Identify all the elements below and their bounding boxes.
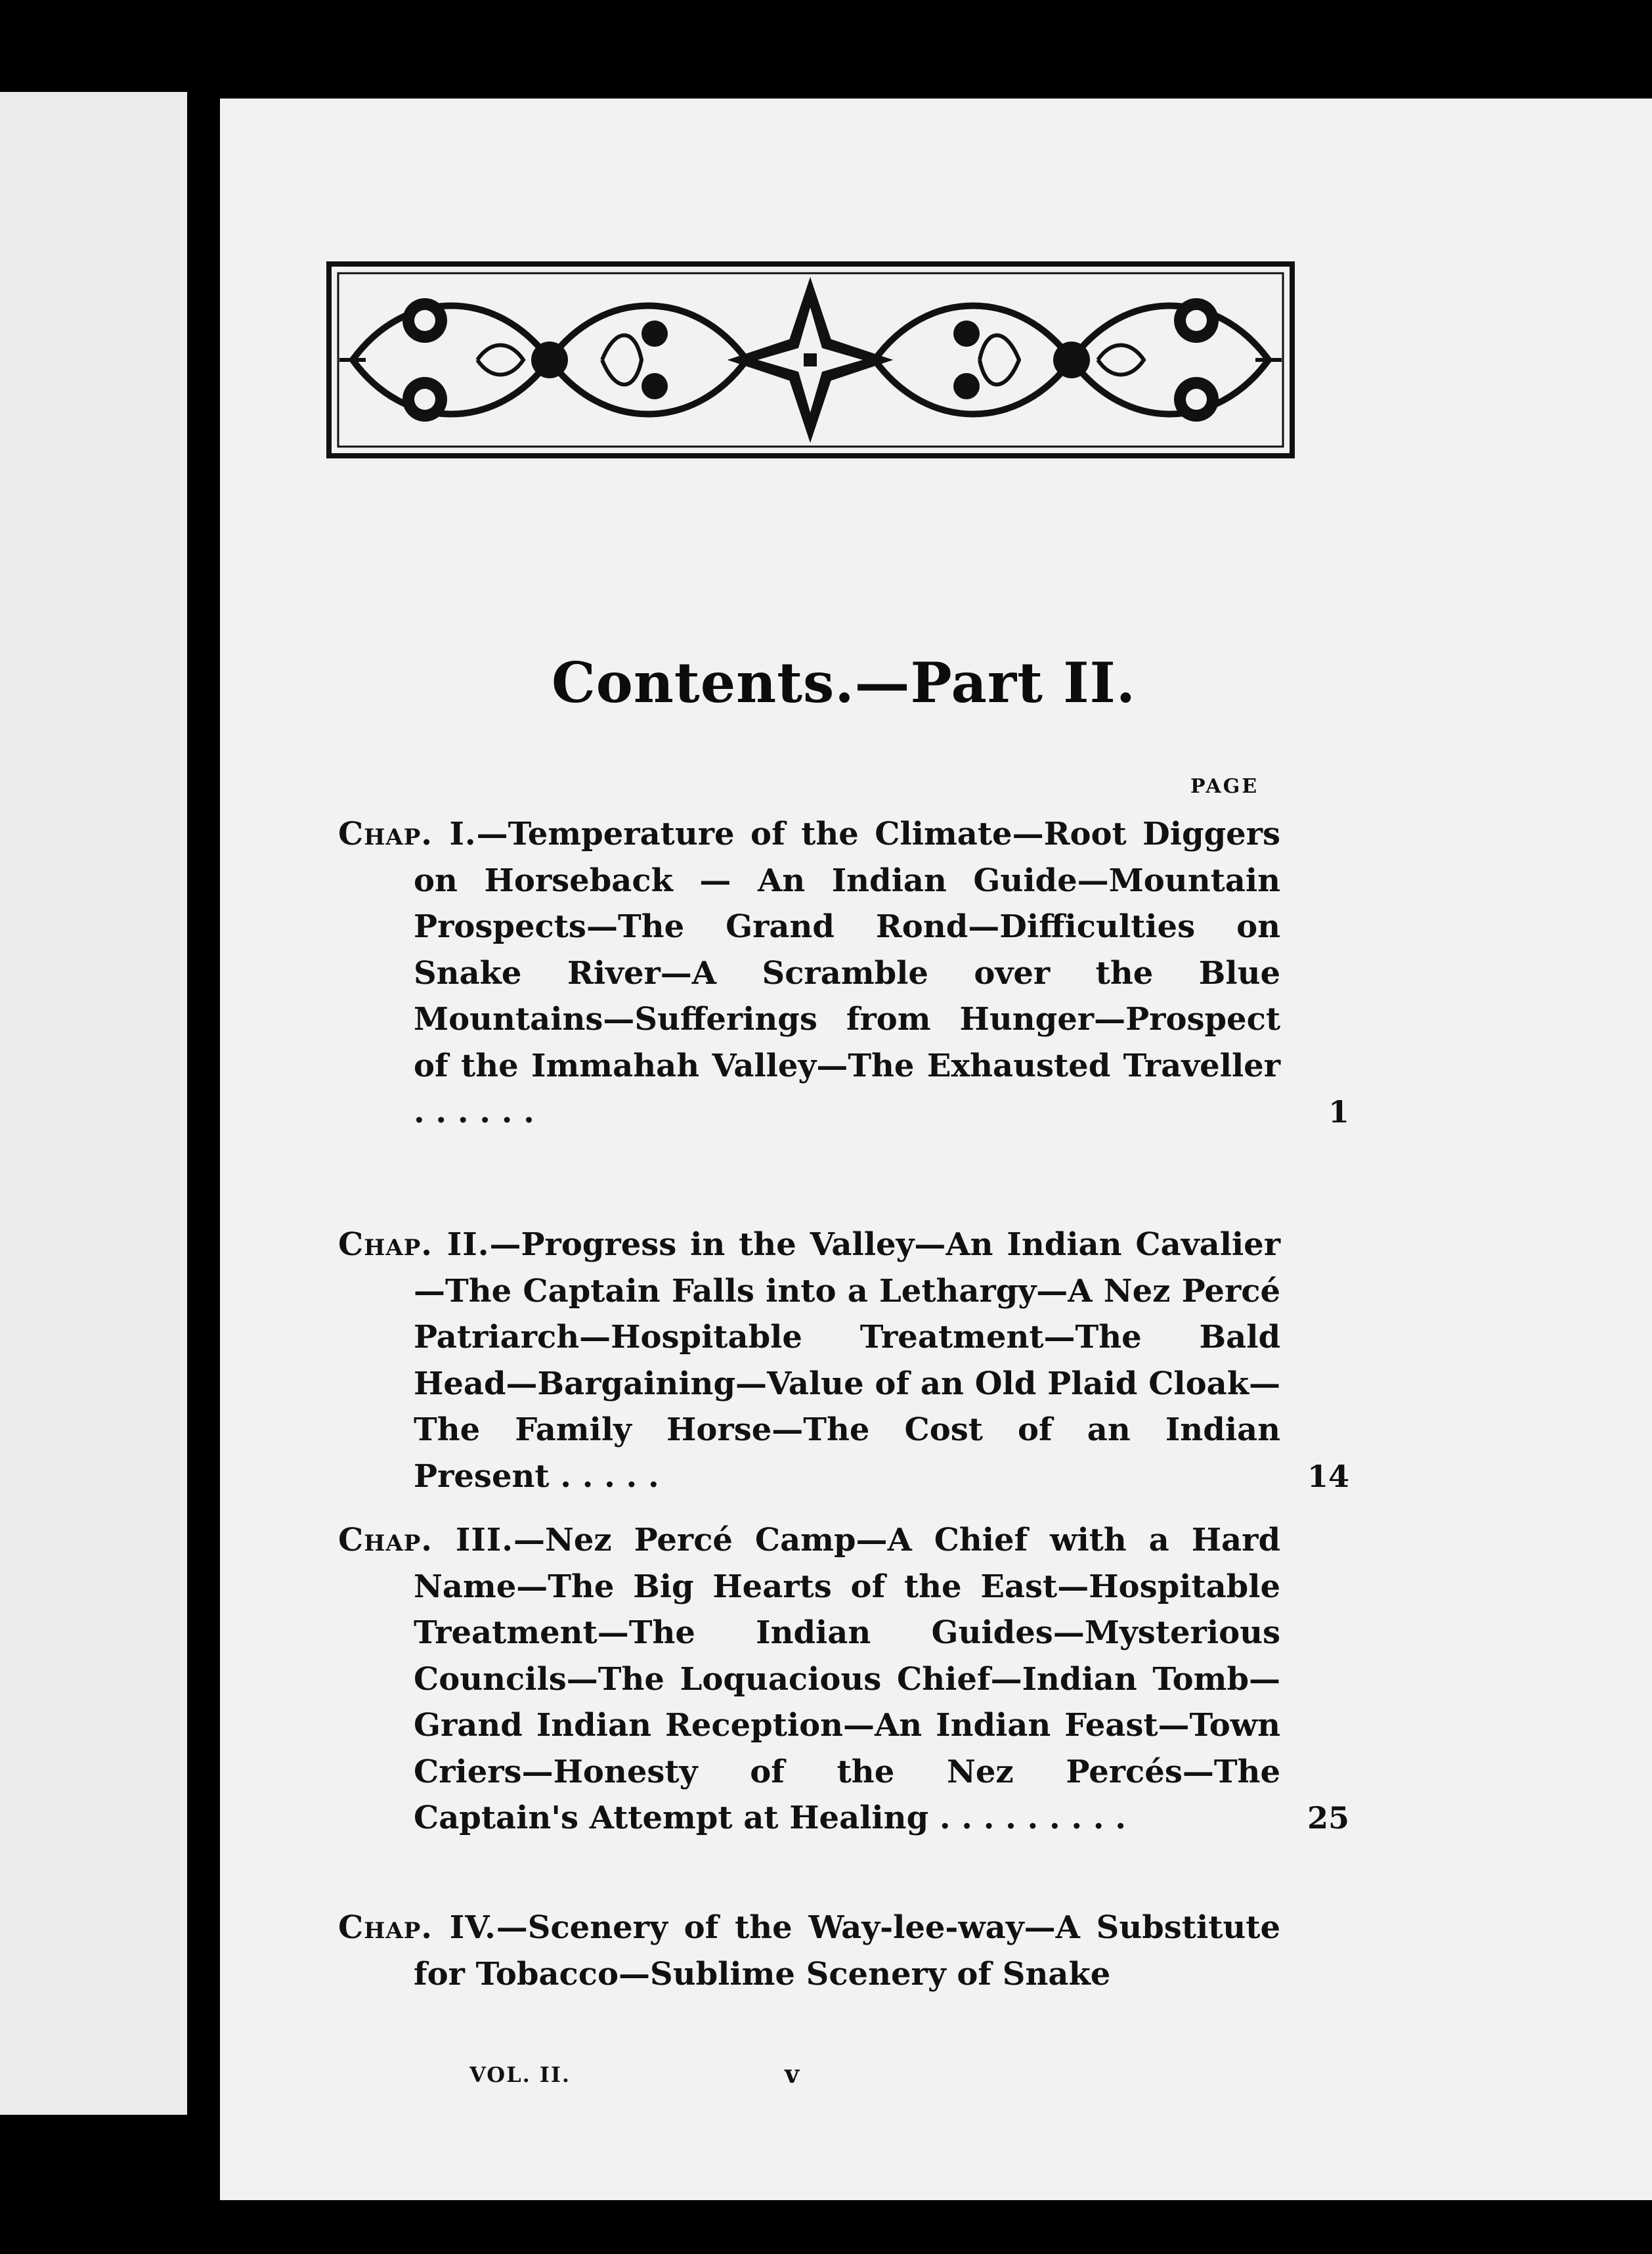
page-title: Contents.—Part II. (551, 650, 1137, 715)
chapter-summary: —Scenery of the Way-lee-way—A Substitute for Tobacco—Sublime Scenery of Snake (414, 1909, 1280, 1993)
chapter-label: Chap. IV. (338, 1909, 496, 1946)
dot-leaders: . . . . . (560, 1457, 659, 1495)
chapter-entry-text (338, 1517, 1280, 1842)
chapter-entry (338, 1222, 1349, 1499)
chapter-entry-text (338, 1222, 1280, 1499)
volume-signature: VOL. II. (469, 2062, 571, 2087)
chapter-summary: —Temperature of the Climate—Root Diggers on Horseback — An Indian Guide—Mountain Prospects—The Grand Rond—Difficulties on Snake River—A Scramble over the Blue Mountains—Sufferings from Hunger—Prospect of the Immahah Valley—The Exhausted Traveller (414, 816, 1281, 1084)
chapter-label: Chap. II. (338, 1226, 490, 1263)
chapter-page-number: 1 (1328, 1094, 1349, 1130)
chapter-label: Chap. I. (338, 816, 477, 852)
dot-leaders: . . . . . . . . . (939, 1800, 1126, 1836)
ornamental-headpiece (326, 261, 1295, 458)
chapter-summary: —Progress in the Valley—An Indian Cavalier—The Captain Falls into a Lethargy—A Nez Percé Patriarch—Hospitable Treatment—The Bald Head—Bargaining—Value of an Old Plaid Cloak—The Family Horse—The Cost of an Indian Present (414, 1226, 1280, 1495)
chapter-page-number: 14 (1307, 1458, 1349, 1494)
chapter-entry (338, 1517, 1349, 1842)
page-column-label: PAGE (1190, 775, 1259, 798)
chapter-summary: —Nez Percé Camp—A Chief with a Hard Name—The Big Hearts of the East—Hospitable Treatment—The Indian Guides—Mysterious Councils—The Loquacious Chief—Indian Tomb—Grand Indian Reception—An Indian Feast—Town Criers—Honesty of the Nez Percés—The Captain's Attempt at Healing (414, 1522, 1281, 1836)
book-page (220, 99, 1652, 2200)
chapter-entry-text (338, 1905, 1280, 1997)
dot-leaders: . . . . . . (414, 1094, 534, 1130)
chapter-page-number: 25 (1307, 1800, 1349, 1836)
folio-number: v (785, 2059, 800, 2088)
chapter-entry (338, 1905, 1349, 1997)
facing-page-edge (0, 92, 187, 2115)
chapter-entry-text (338, 811, 1280, 1136)
chapter-label: Chap. III. (338, 1522, 513, 1558)
chapter-entry (338, 811, 1349, 1136)
